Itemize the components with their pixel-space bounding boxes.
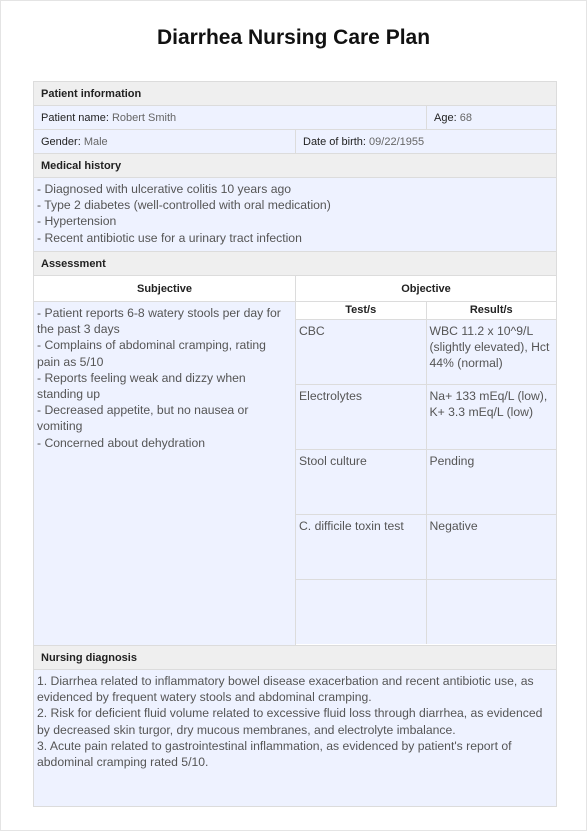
- date-of-birth-field[interactable]: [296, 130, 557, 154]
- section-patient-information: Patient information: [34, 82, 557, 106]
- care-plan-table: [33, 81, 557, 807]
- section-medical-history: Medical history: [34, 154, 557, 178]
- test-name-cell[interactable]: C. difficile toxin test: [296, 515, 426, 580]
- age-field[interactable]: [427, 106, 557, 130]
- table-row: [296, 385, 556, 450]
- gender-value: Male: [83, 135, 108, 148]
- age-value: 68: [459, 111, 472, 124]
- list-item: - Hypertension: [37, 214, 117, 229]
- results-column-header: Result/s: [426, 302, 556, 320]
- patient-name-field[interactable]: [34, 106, 427, 130]
- dob-label: Date of birth:: [303, 135, 366, 148]
- list-item: - Recent antibiotic use for a urinary tract infection: [37, 230, 302, 245]
- test-result-cell[interactable]: Na+ 133 mEq/L (low), K+ 3.3 mEq/L (low): [426, 385, 556, 450]
- gender-field[interactable]: [34, 130, 296, 154]
- list-item: 3. Acute pain related to gastrointestinal inflammation, as evidenced by patient's report of abdominal cramping rated 5/10.: [37, 738, 512, 770]
- tests-column-header: Test/s: [296, 302, 426, 320]
- test-result-cell[interactable]: Pending: [426, 450, 556, 515]
- list-item: - Diagnosed with ulcerative colitis 10 years ago: [37, 182, 292, 196]
- list-item: - Patient reports 6-8 watery stools per day for the past 3 days: [37, 306, 281, 337]
- list-item: - Concerned about dehydration: [37, 435, 206, 450]
- list-item: 2. Risk for deficient fluid volume related to excessive fluid loss through diarrhea, as evidenced by decreased skin turgor, dry mucous membranes, and electrolyte imbalance.: [37, 706, 543, 737]
- test-result-cell[interactable]: WBC 11.2 x 10^9/L (slightly elevated), Hct 44% (normal): [426, 320, 556, 385]
- list-item: - Type 2 diabetes (well-controlled with oral medication): [37, 198, 331, 213]
- subjective-field[interactable]: [34, 302, 296, 646]
- test-name-cell[interactable]: Stool culture: [296, 450, 426, 515]
- care-plan-form: [33, 81, 556, 807]
- table-row: [296, 580, 556, 645]
- patient-name-label: Patient name:: [41, 111, 109, 124]
- subjective-header: Subjective: [34, 276, 296, 302]
- table-row: [296, 450, 556, 515]
- test-name-cell[interactable]: CBC: [296, 320, 426, 385]
- list-item: - Decreased appetite, but no nausea or vomiting: [37, 403, 249, 434]
- test-name-cell[interactable]: Electrolytes: [296, 385, 426, 450]
- test-name-cell[interactable]: [296, 580, 426, 645]
- section-nursing-diagnosis: Nursing diagnosis: [34, 646, 557, 670]
- objective-section: [296, 302, 557, 646]
- age-label: Age:: [434, 111, 457, 124]
- medical-history-field[interactable]: [34, 178, 557, 252]
- list-item: - Complains of abdominal cramping, rating pain as 5/10: [37, 338, 266, 369]
- objective-header: Objective: [296, 276, 557, 302]
- table-row: [296, 320, 556, 385]
- gender-label: Gender:: [41, 135, 81, 148]
- list-item: - Reports feeling weak and dizzy when standing up: [37, 370, 246, 402]
- patient-name-value: Robert Smith: [111, 111, 177, 124]
- test-result-cell[interactable]: [426, 580, 556, 645]
- nursing-diagnosis-field[interactable]: [34, 670, 557, 807]
- list-item: 1. Diarrhea related to inflammatory bowel disease exacerbation and recent antibiotic use, as evidenced by frequent watery stools and abdominal cramping.: [37, 674, 534, 705]
- section-assessment: Assessment: [34, 252, 557, 276]
- dob-value: 09/22/1955: [369, 135, 425, 148]
- tests-table: [296, 302, 556, 644]
- test-result-cell[interactable]: Negative: [426, 515, 556, 580]
- table-row: [296, 515, 556, 580]
- page-title: Diarrhea Nursing Care Plan: [156, 26, 431, 49]
